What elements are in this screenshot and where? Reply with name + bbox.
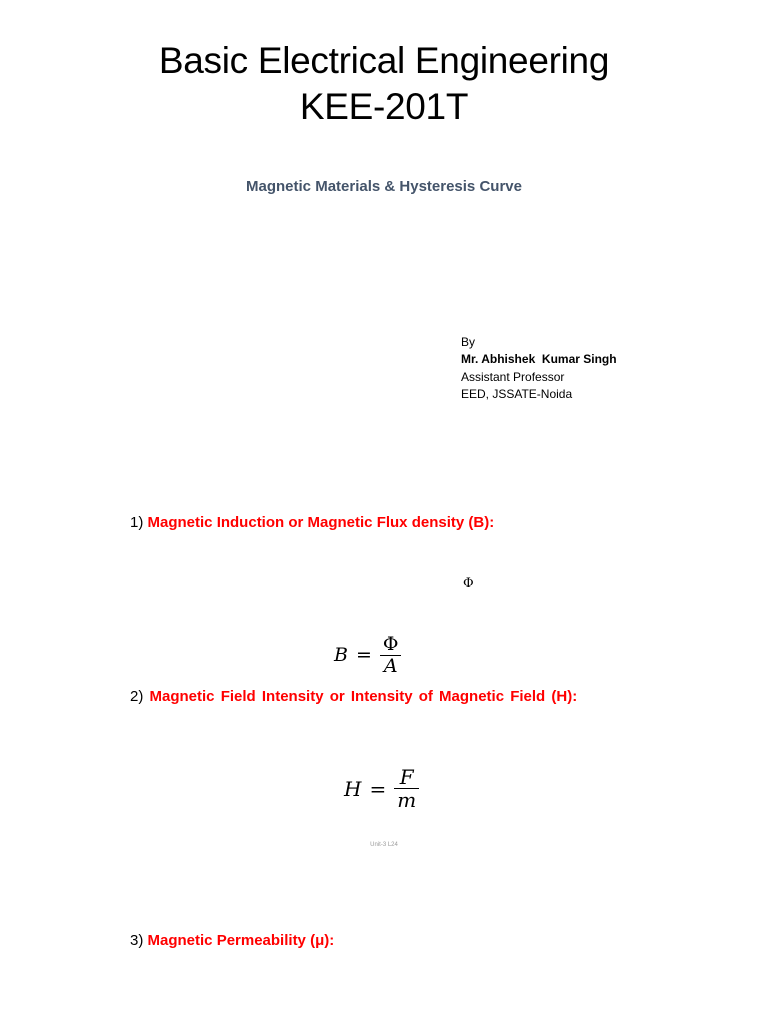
formula-field-intensity [344,766,419,811]
section-title: Magnetic Induction or Magnetic Flux density (B): [147,514,495,531]
formula-fraction [394,766,419,811]
author-org: EED, JSSATE-Noida [461,387,573,401]
section-heading-permeability [130,932,334,949]
formula-lhs: B [334,644,348,667]
slide-title-line1: Basic Electrical Engineering [158,40,610,81]
section-number: 1) [130,514,144,531]
author-name: Mr. Abhishek Kumar Singh [461,352,617,366]
section-number: 2) [130,688,144,705]
slide-subtitle: Magnetic Materials & Hysteresis Curve [246,178,522,195]
author-role: Assistant Professor [461,370,565,384]
formula-lhs: H [344,776,362,801]
formula-denominator: A [383,654,398,677]
author-by-label: By [461,335,476,349]
section-heading-flux-density [130,514,494,531]
formula-equals: = [355,644,372,667]
formula-equals: = [369,776,387,801]
phi-symbol: Φ [463,576,474,591]
formula-denominator: m [397,788,417,812]
section-title: Magnetic Field Intensity or Intensity of Magnetic Field (H): [149,688,578,705]
section-number: 3) [130,932,144,949]
slide-title-line2: KEE-201T [299,86,469,127]
slide-footer: Unit-3 L24 [370,842,398,848]
formula-flux-density [334,634,401,677]
formula-numerator: F [399,765,414,789]
formula-fraction [380,634,402,677]
formula-numerator: Φ [382,633,399,655]
section-heading-field-intensity [130,688,577,705]
section-title: Magnetic Permeability (μ): [147,932,335,949]
